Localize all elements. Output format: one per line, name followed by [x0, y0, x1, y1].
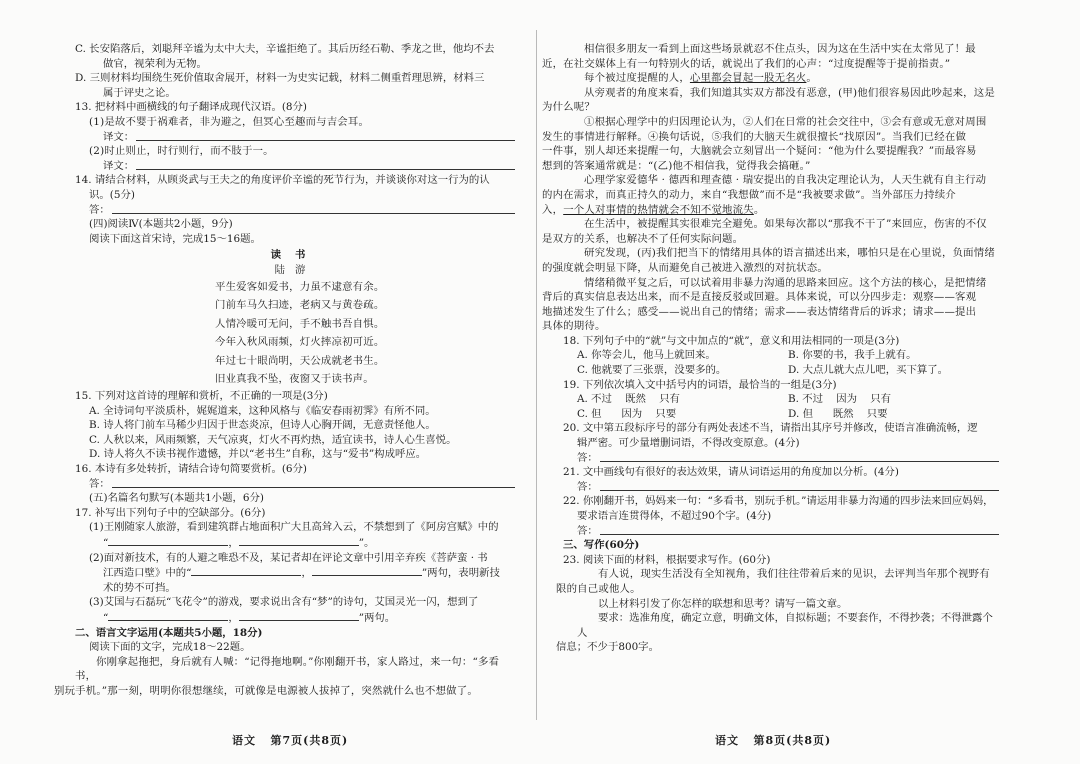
question-19: 19. 下列依次填入文中括号内的词语，最恰当的一组是(3分) [563, 378, 837, 391]
question-19-options-row-2 [563, 407, 999, 422]
translation-line-1[interactable]: 译文： [75, 130, 515, 145]
page-8-footer: 语文 第8页(共8页) [715, 734, 832, 747]
poem-author: 陆游 [274, 263, 316, 276]
writing-prompt: 以上材料引发了你怎样的联想和思考？请写一篇文章。 [598, 597, 848, 610]
question-18: 18. 下列句子中的“就”与文中加点的“就”，意义和用法相同的一项是(3分) [563, 334, 900, 347]
question-13: 13. 把材料中画横线的句子翻译成现代汉语。(8分) [75, 101, 307, 114]
poem-title: 读书 [270, 249, 320, 262]
option-a[interactable]: A. 你等会儿，他马上就回来。 [577, 349, 716, 362]
blank-field[interactable] [108, 535, 228, 546]
poem-line: 今年入秋风雨频，灯火摔凉初可近。 [215, 336, 385, 349]
question-13-sentence-1: (1)是故不婴于祸难者，非为避之，但冥心至趣而与吉会耳。 [89, 115, 370, 128]
question-17-item-3-blanks: “ ， ”两句。 [103, 611, 396, 624]
passage-paragraph: ①根据心理学中的归因理论认为，②人们在日常的社会交往中，③会有意或无意对周围 发生的事情进行解释。④换句话说，⑤我们的大脑天生就很擅长“找原因”。当我们已经在做 一件事，别人却还来提醒一句，大脑就会立刻冒出一个疑问：“他为什么要提醒我？”而最容易 想到的答案通常就是：“(乙)他不相信我，觉得我会搞砸。” [542, 115, 987, 172]
blank-field[interactable] [191, 565, 301, 576]
question-15-option-b: B. 诗人将门前车马稀少归因于世态炎凉，但诗人心胸开阔，无意责怪他人。 [89, 419, 436, 432]
option-12-c: C. 长安陷落后，刘聪拜辛谧为太中大夫，辛谧拒绝了。其后历经石勒、季龙之世，他均不去 做官，视荣利为无物。 [75, 43, 495, 70]
option-c[interactable]: C. 但 因为 只要 [577, 407, 677, 420]
section-5-heading: (五)名篇名句默写(本题共1小题，6分) [89, 492, 264, 505]
writing-requirements: 要求：选准角度，确定立意，明确文体，自拟标题；不要套作，不得抄袭；不得泄露个人 信息；不少于800字。 [556, 612, 993, 654]
question-18-options-row-1 [563, 348, 999, 363]
poem-line: 门前车马久扫迹，老病又与黄卷疏。 [215, 299, 385, 312]
question-15: 15. 下列对这首诗的理解和赏析，不正确的一项是(3分) [75, 390, 328, 403]
option-a[interactable]: A. 不过 既然 只有 [577, 393, 680, 406]
poem-line: 年过七十眼尚明，天公成就老书生。 [215, 354, 385, 367]
underlined-sentence: 心里都会冒起一股无名火 [689, 72, 807, 85]
answer-line-22[interactable]: 答： [563, 524, 999, 539]
passage-paragraph: 从旁观者的角度来看，我们知道其实双方都没有恶意，(甲)他们很容易因此吵起来，这是 为什么呢？ [542, 86, 995, 114]
option-b[interactable]: B. 不过 因为 只有 [788, 393, 892, 406]
passage-paragraph: 你刚拿起拖把，身后就有人喊：“记得拖地啊。”你刚翻开书，家人路过，来一句：“多看书， 别玩手机。”那一刻，明明你很想继续，可就像是电源被人拔掉了，突然就什么也不想做了。 [54, 655, 500, 697]
question-17-item-1-blanks: “ ， ”。 [103, 537, 375, 549]
question-17-item-2-blanks: 江西造口壁》中的“ ， ”两句，表明新技 [103, 567, 500, 580]
question-15-option-c: C. 人秋以来，风雨频繁，天气凉爽，灯火不再灼热，适宜读书，诗人心生喜悦。 [89, 433, 457, 446]
question-18-options-row-2 [563, 363, 999, 378]
option-c[interactable]: C. 他就要了三张票，没要多的。 [577, 364, 727, 377]
question-17-item-1: (1)王刚随家人旅游，看到建筑群占地面积广大且高耸入云，不禁想到了《阿房宫赋》中的 [89, 521, 499, 534]
passage-paragraph: 情绪稍微平复之后，可以试着用非暴力沟通的思路来回应。这个方法的核心，是把情绪 背后的真实信息表达出来，而不是直接反驳或回避。具体来说，可以分四步走：观察——客观 地描述发生了什么；感受——说出自己的情绪；需求——表达情绪背后的诉求；请求——提出 具体的期待。 [542, 276, 987, 333]
question-15-option-a: A. 全诗词句平淡质朴，娓娓道来，这种风格与《临安春雨初霁》有所不同。 [89, 404, 436, 417]
poem-line: 人情冷暖可无问，手不触书吾自惧。 [215, 317, 385, 330]
passage-paragraph: 心理学家爱德华 · 德西和理查德 · 瑞安提出的自我决定理论认为，人天生就有自主行动 的内在需求，而真正持久的动力，来自“我想做”而不是“我被要求做”。当外部压力持续介 入，一个人对事情的热情就会不知不觉地流失。 [542, 174, 987, 216]
passage-paragraph: 相信很多朋友一看到上面这些场景就忍不住点头，因为这在生活中实在太常见了！最 近，在社交媒体上有一句特别火的话，就说出了我们的心声：“过度提醒等于提前指责。” [542, 43, 976, 70]
page-divider [536, 30, 537, 720]
translation-line-2[interactable]: 译文： [75, 159, 515, 174]
section-4-intro: 阅读下面这首宋诗，完成15～16题。 [89, 232, 261, 245]
passage-paragraph: 在生活中，被提醒其实很难完全避免。如果每次都以“那我不干了”来回应，伤害的不仅 是双方的关系，也解决不了任何实际问题。 [542, 218, 987, 245]
page-8-column [542, 42, 999, 655]
answer-line-16[interactable]: 答： [75, 477, 515, 492]
question-17-item-2: (2)面对新技术，有的人避之唯恐不及，某记者却在评论文章中引用辛弃疾《菩萨蛮 · 书 [89, 551, 488, 564]
question-22: 22. 你刚翻开书，妈妈来一句：“多看书，别玩手机。”请运用非暴力沟通的四步法来回应妈妈， 要求语言连贯得体，不超过90个字。(4分) [563, 495, 994, 522]
section-2-intro: 阅读下面的文字，完成18～22题。 [89, 641, 251, 654]
poem-line: 旧业真我不坠，夜窗又于读书声。 [215, 373, 374, 386]
answer-line-14[interactable]: 答： [75, 203, 515, 218]
question-19-options-row-1 [563, 392, 999, 407]
question-20: 20. 文中第五段标序号的部分有两处表述不当，请指出其序号并修改，使语言准确流畅，逻 辑严密。可少量增删词语，不得改变原意。(4分) [563, 422, 978, 450]
blank-field[interactable] [108, 610, 228, 621]
section-3-heading: 三、写作(60分) [563, 539, 640, 552]
question-14: 14. 请结合材料，从顾炎武与王夫之的角度评价辛谧的死节行为，并谈谈你对这一行为的认 识。(5分) [75, 174, 490, 201]
section-2-heading: 二、语言文字运用(本题共5小题，18分) [75, 626, 263, 639]
poem-body [75, 278, 515, 390]
question-15-option-d: D. 诗人将久不读书视作遗憾，并以“老书生”自称，这与“爱书”构成呼应。 [89, 448, 427, 461]
blank-field[interactable] [239, 535, 359, 546]
question-23: 23. 阅读下面的材料，根据要求写作。(60分) [563, 553, 771, 566]
passage-paragraph: 研究发现，(丙)我们把当下的情绪用具体的语言描述出来，哪怕只是在心里说，负面情绪 的强度就会明显下降，从而避免自己被进入激烈的对抗状态。 [542, 247, 995, 274]
question-17-item-2-tail: 术的势不可挡。 [103, 581, 176, 594]
blank-field[interactable] [312, 565, 422, 576]
question-21: 21. 文中画线句有很好的表达效果，请从词语运用的角度加以分析。(4分) [563, 466, 899, 479]
answer-line-21[interactable]: 答： [563, 480, 999, 495]
blank-field[interactable] [239, 610, 359, 621]
section-4-heading: (四)阅读Ⅳ(本题共2小题，9分) [89, 218, 233, 231]
option-12-d: D. 三则材料均围绕生死价值取舍展开，材料一为史实记载，材料二侧重哲理思辨，材料三 属于评史之论。 [75, 72, 485, 99]
question-17: 17. 补写出下列句子中的空缺部分。(6分) [75, 506, 266, 519]
option-d[interactable]: D. 但 既然 只要 [788, 407, 888, 420]
answer-line-20[interactable]: 答： [563, 451, 999, 466]
option-b[interactable]: B. 你要的书，我手上就有。 [788, 349, 917, 362]
question-17-item-3: (3)艾国与石磊玩“飞花令”的游戏，要求说出含有“梦”的诗句，艾国灵光一闪，想到了 [89, 596, 479, 609]
underlined-sentence: 一个人对事情的热情就会不知不觉地流失 [563, 203, 754, 216]
question-16: 16. 本诗有多处转折，请结合诗句简要赏析。(6分) [75, 463, 307, 476]
page-7-footer: 语文 第7页(共8页) [232, 734, 349, 747]
option-d[interactable]: D. 大点儿就大点儿吧，买下算了。 [788, 364, 949, 377]
page-7-column [54, 42, 515, 699]
question-13-sentence-2: (2)时止则止，时行则行，而不肢于一。 [89, 145, 274, 158]
passage-paragraph: 每个被过度提醒的人，心里都会冒起一股无名火。 [584, 72, 817, 85]
poem-line: 平生爱客如爱书，力虽不逮意有余。 [215, 280, 385, 293]
writing-material: 有人说，现实生活没有全知视角，我们往往带着后来的见识，去评判当年那个视野有 限的自己或他人。 [556, 568, 990, 595]
